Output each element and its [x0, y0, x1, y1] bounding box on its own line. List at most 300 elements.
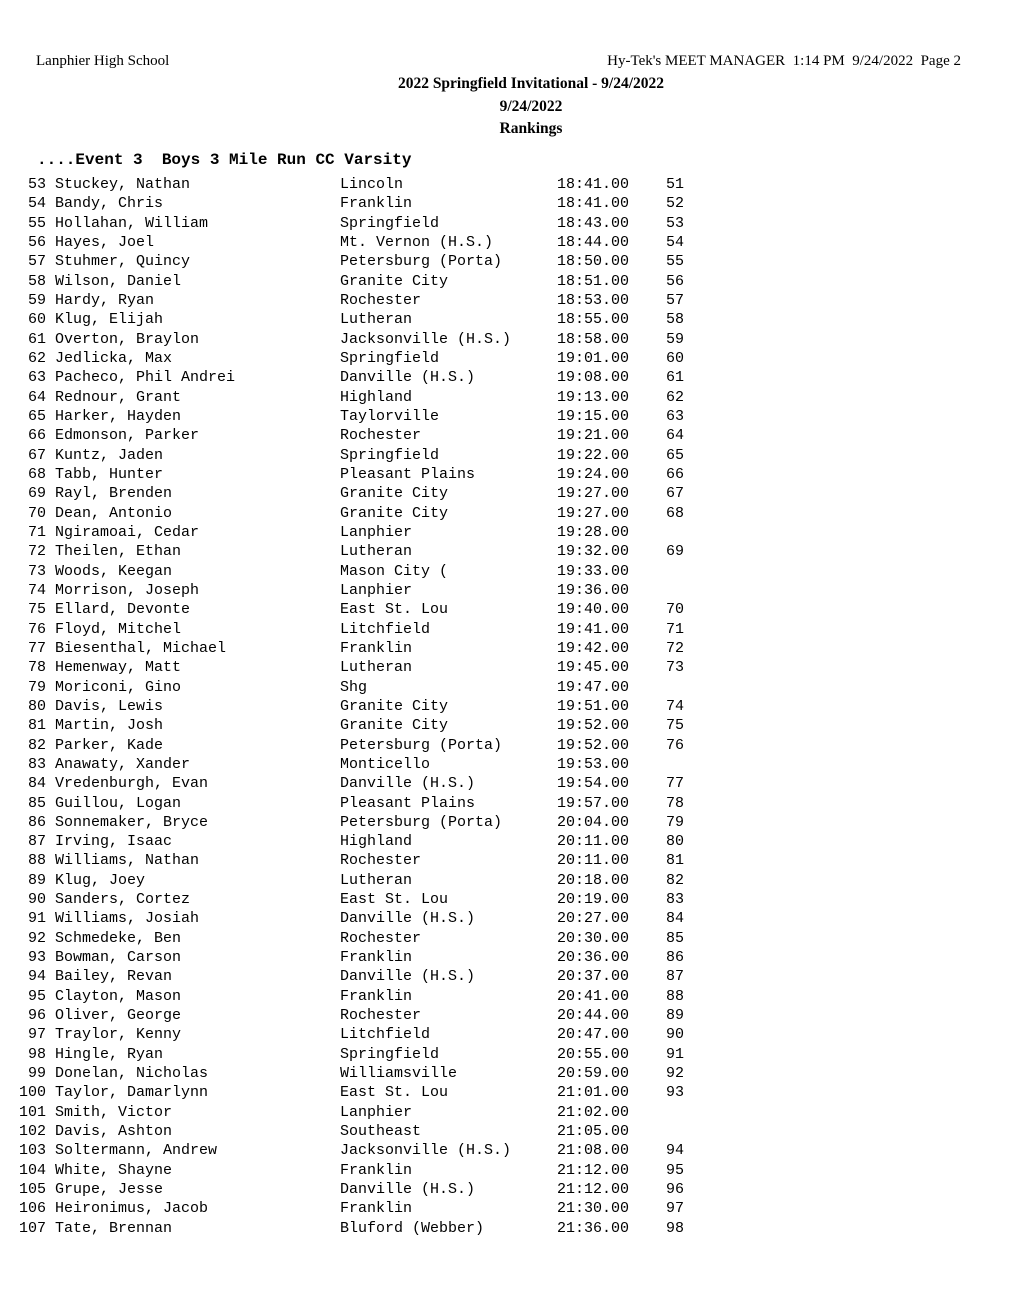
team-name: Petersburg (Porta)	[340, 253, 503, 271]
athlete-name: Sonnemaker, Bryce	[55, 813, 209, 831]
result-place: 73	[27, 562, 46, 580]
result-place: 55	[27, 214, 46, 232]
athlete-name: Pacheco, Phil Andrei	[55, 369, 236, 387]
result-row	[0, 194, 760, 213]
finish-time: 19:32.00	[557, 543, 630, 561]
result-place: 103	[18, 1142, 46, 1160]
team-points: 77	[665, 775, 684, 793]
team-points: 62	[665, 388, 684, 406]
finish-time: 19:52.00	[557, 736, 630, 754]
finish-time: 20:18.00	[557, 871, 630, 889]
result-row	[0, 175, 760, 194]
finish-time: 19:27.00	[557, 485, 630, 503]
athlete-name: Guillou, Logan	[55, 794, 182, 812]
result-row	[0, 504, 760, 523]
result-row	[0, 639, 760, 658]
team-name: Pleasant Plains	[340, 465, 476, 483]
result-place: 102	[18, 1123, 46, 1141]
result-row	[0, 1025, 760, 1044]
team-name: Lutheran	[340, 543, 413, 561]
athlete-name: Biesenthal, Michael	[55, 639, 227, 657]
team-points: 93	[665, 1084, 684, 1102]
finish-time: 18:43.00	[557, 214, 630, 232]
team-points: 75	[665, 717, 684, 735]
result-place: 72	[27, 543, 46, 561]
team-points: 94	[665, 1142, 684, 1160]
athlete-name: Williams, Josiah	[55, 910, 200, 928]
team-name: Danville (H.S.)	[340, 775, 476, 793]
team-name: Franklin	[340, 987, 413, 1005]
result-place: 77	[27, 639, 46, 657]
finish-time: 18:41.00	[557, 195, 630, 213]
team-points: 73	[665, 659, 684, 677]
team-name: Shg	[340, 678, 368, 696]
result-place: 106	[18, 1200, 46, 1218]
result-place: 95	[27, 987, 46, 1005]
team-name: Rochester	[340, 291, 422, 309]
team-name: Springfield	[340, 349, 440, 367]
result-row	[0, 349, 760, 368]
athlete-name: Traylor, Kenny	[55, 1026, 182, 1044]
school-name: Lanphier High School	[36, 53, 170, 69]
finish-time: 20:11.00	[557, 852, 630, 870]
result-row	[0, 426, 760, 445]
team-name: Granite City	[340, 272, 449, 290]
athlete-name: Tate, Brennan	[55, 1219, 173, 1237]
team-points: 91	[665, 1045, 684, 1063]
team-name: Rochester	[340, 852, 422, 870]
finish-time: 20:30.00	[557, 929, 630, 947]
result-row	[0, 736, 760, 755]
result-place: 88	[27, 852, 46, 870]
result-place: 68	[27, 465, 46, 483]
team-name: Granite City	[340, 697, 449, 715]
finish-time: 21:08.00	[557, 1142, 630, 1160]
result-place: 58	[27, 272, 46, 290]
result-row	[0, 291, 760, 310]
finish-time: 19:47.00	[557, 678, 630, 696]
athlete-name: Irving, Isaac	[55, 833, 173, 851]
result-place: 54	[27, 195, 46, 213]
result-place: 63	[27, 369, 46, 387]
result-row	[0, 948, 760, 967]
result-place: 84	[27, 775, 46, 793]
results-list	[0, 175, 760, 1238]
team-name: Rochester	[340, 1007, 422, 1025]
athlete-name: Klug, Joey	[55, 871, 146, 889]
athlete-name: Ngiramoai, Cedar	[55, 523, 200, 541]
finish-time: 21:01.00	[557, 1084, 630, 1102]
team-points: 81	[665, 852, 684, 870]
athlete-name: Harker, Hayden	[55, 407, 182, 425]
team-name: Franklin	[340, 1161, 413, 1179]
team-points: 76	[665, 736, 684, 754]
result-place: 69	[27, 485, 46, 503]
athlete-name: Hemenway, Matt	[55, 659, 182, 677]
result-place: 57	[27, 253, 46, 271]
meet-date: 9/24/2022	[499, 98, 563, 115]
team-points: 67	[665, 485, 684, 503]
team-points: 85	[665, 929, 684, 947]
result-place: 86	[27, 813, 46, 831]
finish-time: 21:12.00	[557, 1181, 630, 1199]
finish-time: 21:30.00	[557, 1200, 630, 1218]
team-name: Petersburg (Porta)	[340, 736, 503, 754]
result-place: 65	[27, 407, 46, 425]
finish-time: 19:08.00	[557, 369, 630, 387]
result-place: 94	[27, 968, 46, 986]
result-row	[0, 465, 760, 484]
team-points: 96	[665, 1181, 684, 1199]
athlete-name: Taylor, Damarlynn	[55, 1084, 209, 1102]
result-row	[0, 1180, 760, 1199]
team-points: 82	[665, 871, 684, 889]
result-row	[0, 987, 760, 1006]
finish-time: 19:57.00	[557, 794, 630, 812]
athlete-name: Hardy, Ryan	[55, 291, 155, 309]
result-place: 56	[27, 233, 46, 251]
finish-time: 18:58.00	[557, 330, 630, 348]
result-place: 85	[27, 794, 46, 812]
result-row	[0, 909, 760, 928]
finish-time: 20:04.00	[557, 813, 630, 831]
team-points: 53	[665, 214, 684, 232]
result-place: 97	[27, 1026, 46, 1044]
finish-time: 18:50.00	[557, 253, 630, 271]
team-points: 60	[665, 349, 684, 367]
athlete-name: Grupe, Jesse	[55, 1181, 164, 1199]
team-name: Lutheran	[340, 311, 413, 329]
result-row	[0, 929, 760, 948]
team-name: Granite City	[340, 485, 449, 503]
result-place: 91	[27, 910, 46, 928]
team-name: Lanphier	[340, 581, 413, 599]
result-row	[0, 1045, 760, 1064]
result-row	[0, 620, 760, 639]
athlete-name: Vredenburgh, Evan	[55, 775, 209, 793]
athlete-name: Hingle, Ryan	[55, 1045, 164, 1063]
team-points: 78	[665, 794, 684, 812]
finish-time: 20:37.00	[557, 968, 630, 986]
team-points: 80	[665, 833, 684, 851]
result-row	[0, 890, 760, 909]
finish-time: 21:02.00	[557, 1103, 630, 1121]
finish-time: 19:54.00	[557, 775, 630, 793]
athlete-name: Floyd, Mitchel	[55, 620, 182, 638]
finish-time: 19:42.00	[557, 639, 630, 657]
result-place: 62	[27, 349, 46, 367]
meet-manager-info: Hy-Tek's MEET MANAGER 1:14 PM 9/24/2022 Page 2	[607, 53, 961, 69]
result-row	[0, 716, 760, 735]
result-place: 90	[27, 891, 46, 909]
finish-time: 19:51.00	[557, 697, 630, 715]
athlete-name: Hayes, Joel	[55, 233, 155, 251]
team-points: 72	[665, 639, 684, 657]
team-points: 95	[665, 1161, 684, 1179]
finish-time: 20:59.00	[557, 1065, 630, 1083]
finish-time: 19:52.00	[557, 717, 630, 735]
team-points: 89	[665, 1007, 684, 1025]
team-points: 74	[665, 697, 684, 715]
result-place: 76	[27, 620, 46, 638]
athlete-name: Morrison, Joseph	[55, 581, 200, 599]
athlete-name: Theilen, Ethan	[55, 543, 182, 561]
team-name: Danville (H.S.)	[340, 910, 476, 928]
finish-time: 19:40.00	[557, 601, 630, 619]
finish-time: 19:27.00	[557, 504, 630, 522]
athlete-name: Heironimus, Jacob	[55, 1200, 209, 1218]
result-place: 67	[27, 446, 46, 464]
athlete-name: Ellard, Devonte	[55, 601, 191, 619]
team-points: 57	[665, 291, 684, 309]
team-name: Danville (H.S.)	[340, 1181, 476, 1199]
finish-time: 19:13.00	[557, 388, 630, 406]
finish-time: 18:41.00	[557, 176, 630, 193]
athlete-name: Bailey, Revan	[55, 968, 173, 986]
team-name: Highland	[340, 388, 413, 406]
page-subtitle: Rankings	[499, 120, 563, 137]
team-points: 70	[665, 601, 684, 619]
team-points: 51	[665, 176, 684, 193]
result-row	[0, 1064, 760, 1083]
finish-time: 19:33.00	[557, 562, 630, 580]
result-place: 99	[27, 1065, 46, 1083]
result-place: 59	[27, 291, 46, 309]
result-place: 101	[18, 1103, 46, 1121]
result-row	[0, 1141, 760, 1160]
athlete-name: Bowman, Carson	[55, 949, 182, 967]
team-points: 79	[665, 813, 684, 831]
athlete-name: Smith, Victor	[55, 1103, 173, 1121]
finish-time: 21:05.00	[557, 1123, 630, 1141]
finish-time: 19:22.00	[557, 446, 630, 464]
finish-time: 19:01.00	[557, 349, 630, 367]
result-row	[0, 407, 760, 426]
team-points: 61	[665, 369, 684, 387]
team-name: Taylorville	[340, 407, 440, 425]
result-row	[0, 1122, 760, 1141]
result-row	[0, 330, 760, 349]
result-row	[0, 1199, 760, 1218]
athlete-name: Stuckey, Nathan	[55, 176, 191, 193]
team-name: Pleasant Plains	[340, 794, 476, 812]
team-name: Bluford (Webber)	[340, 1219, 485, 1237]
result-place: 92	[27, 929, 46, 947]
team-name: Danville (H.S.)	[340, 968, 476, 986]
athlete-name: Soltermann, Andrew	[55, 1142, 218, 1160]
team-name: Highland	[340, 833, 413, 851]
result-row	[0, 697, 760, 716]
team-points: 52	[665, 195, 684, 213]
result-place: 87	[27, 833, 46, 851]
result-row	[0, 774, 760, 793]
result-row	[0, 678, 760, 697]
finish-time: 20:55.00	[557, 1045, 630, 1063]
team-name: Danville (H.S.)	[340, 369, 476, 387]
result-row	[0, 658, 760, 677]
result-place: 64	[27, 388, 46, 406]
finish-time: 20:19.00	[557, 891, 630, 909]
result-row	[0, 388, 760, 407]
finish-time: 20:36.00	[557, 949, 630, 967]
team-name: Litchfield	[340, 1026, 431, 1044]
athlete-name: Sanders, Cortez	[55, 891, 191, 909]
result-row	[0, 562, 760, 581]
result-place: 70	[27, 504, 46, 522]
result-row	[0, 1083, 760, 1102]
athlete-name: Parker, Kade	[55, 736, 164, 754]
athlete-name: Schmedeke, Ben	[55, 929, 182, 947]
result-row	[0, 484, 760, 503]
finish-time: 18:55.00	[557, 311, 630, 329]
athlete-name: Anawaty, Xander	[55, 755, 191, 773]
athlete-name: White, Shayne	[55, 1161, 173, 1179]
finish-time: 18:51.00	[557, 272, 630, 290]
result-place: 78	[27, 659, 46, 677]
team-name: Monticello	[340, 755, 431, 773]
result-row	[0, 813, 760, 832]
finish-time: 19:45.00	[557, 659, 630, 677]
finish-time: 18:53.00	[557, 291, 630, 309]
athlete-name: Moriconi, Gino	[55, 678, 182, 696]
team-name: Springfield	[340, 1045, 440, 1063]
finish-time: 20:27.00	[557, 910, 630, 928]
athlete-name: Bandy, Chris	[55, 195, 164, 213]
team-points: 66	[665, 465, 684, 483]
result-row	[0, 446, 760, 465]
result-place: 66	[27, 427, 46, 445]
finish-time: 18:44.00	[557, 233, 630, 251]
team-points: 92	[665, 1065, 684, 1083]
team-points: 87	[665, 968, 684, 986]
result-place: 105	[18, 1181, 46, 1199]
result-row	[0, 755, 760, 774]
finish-time: 20:44.00	[557, 1007, 630, 1025]
team-name: Southeast	[340, 1123, 422, 1141]
result-place: 81	[27, 717, 46, 735]
meet-title: 2022 Springfield Invitational - 9/24/2022	[397, 75, 665, 92]
team-name: Mt. Vernon (H.S.)	[340, 233, 494, 251]
finish-time: 19:21.00	[557, 427, 630, 445]
team-points: 64	[665, 427, 684, 445]
team-points: 54	[665, 233, 684, 251]
athlete-name: Overton, Braylon	[55, 330, 200, 348]
finish-time: 20:47.00	[557, 1026, 630, 1044]
team-name: Franklin	[340, 1200, 413, 1218]
result-row	[0, 871, 760, 890]
team-name: Rochester	[340, 427, 422, 445]
result-row	[0, 523, 760, 542]
team-name: Lutheran	[340, 871, 413, 889]
team-name: Rochester	[340, 929, 422, 947]
team-name: Granite City	[340, 717, 449, 735]
team-points: 98	[665, 1219, 684, 1237]
team-name: Franklin	[340, 949, 413, 967]
result-place: 82	[27, 736, 46, 754]
team-points: 68	[665, 504, 684, 522]
result-row	[0, 310, 760, 329]
finish-time: 19:24.00	[557, 465, 630, 483]
team-points: 65	[665, 446, 684, 464]
result-row	[0, 581, 760, 600]
result-place: 61	[27, 330, 46, 348]
athlete-name: Tabb, Hunter	[55, 465, 164, 483]
athlete-name: Rednour, Grant	[55, 388, 182, 406]
team-points: 83	[665, 891, 684, 909]
athlete-name: Oliver, George	[55, 1007, 182, 1025]
athlete-name: Stuhmer, Quincy	[55, 253, 191, 271]
athlete-name: Wilson, Daniel	[55, 272, 182, 290]
team-points: 88	[665, 987, 684, 1005]
result-place: 80	[27, 697, 46, 715]
team-name: Lanphier	[340, 523, 413, 541]
athlete-name: Williams, Nathan	[55, 852, 200, 870]
finish-time: 21:36.00	[557, 1219, 630, 1237]
athlete-name: Edmonson, Parker	[55, 427, 200, 445]
result-row	[0, 542, 760, 561]
athlete-name: Kuntz, Jaden	[55, 446, 164, 464]
result-place: 79	[27, 678, 46, 696]
result-row	[0, 272, 760, 291]
team-name: Lanphier	[340, 1103, 413, 1121]
result-place: 60	[27, 311, 46, 329]
finish-time: 20:41.00	[557, 987, 630, 1005]
team-points: 58	[665, 311, 684, 329]
team-points: 86	[665, 949, 684, 967]
team-name: Williamsville	[340, 1065, 458, 1083]
team-points: 69	[665, 543, 684, 561]
result-place: 53	[27, 176, 46, 193]
athlete-name: Davis, Lewis	[55, 697, 164, 715]
team-name: Granite City	[340, 504, 449, 522]
result-place: 74	[27, 581, 46, 599]
result-row	[0, 1006, 760, 1025]
result-place: 98	[27, 1045, 46, 1063]
finish-time: 19:28.00	[557, 523, 630, 541]
result-place: 83	[27, 755, 46, 773]
result-place: 71	[27, 523, 46, 541]
finish-time: 19:41.00	[557, 620, 630, 638]
team-points: 56	[665, 272, 684, 290]
team-name: Franklin	[340, 195, 413, 213]
team-points: 63	[665, 407, 684, 425]
team-name: East St. Lou	[340, 601, 449, 619]
team-name: Springfield	[340, 214, 440, 232]
team-name: Jacksonville (H.S.)	[340, 330, 512, 348]
result-row	[0, 368, 760, 387]
result-place: 75	[27, 601, 46, 619]
team-points: 59	[665, 330, 684, 348]
team-name: Franklin	[340, 639, 413, 657]
team-name: Litchfield	[340, 620, 431, 638]
result-row	[0, 252, 760, 271]
athlete-name: Rayl, Brenden	[55, 485, 173, 503]
result-row	[0, 794, 760, 813]
result-row	[0, 967, 760, 986]
finish-time: 21:12.00	[557, 1161, 630, 1179]
team-name: Jacksonville (H.S.)	[340, 1142, 512, 1160]
result-row	[0, 233, 760, 252]
result-place: 96	[27, 1007, 46, 1025]
athlete-name: Martin, Josh	[55, 717, 164, 735]
team-name: Springfield	[340, 446, 440, 464]
athlete-name: Donelan, Nicholas	[55, 1065, 209, 1083]
finish-time: 19:36.00	[557, 581, 630, 599]
team-points: 55	[665, 253, 684, 271]
team-name: Mason City (	[340, 562, 449, 580]
athlete-name: Jedlicka, Max	[55, 349, 173, 367]
team-name: Lincoln	[340, 176, 404, 193]
